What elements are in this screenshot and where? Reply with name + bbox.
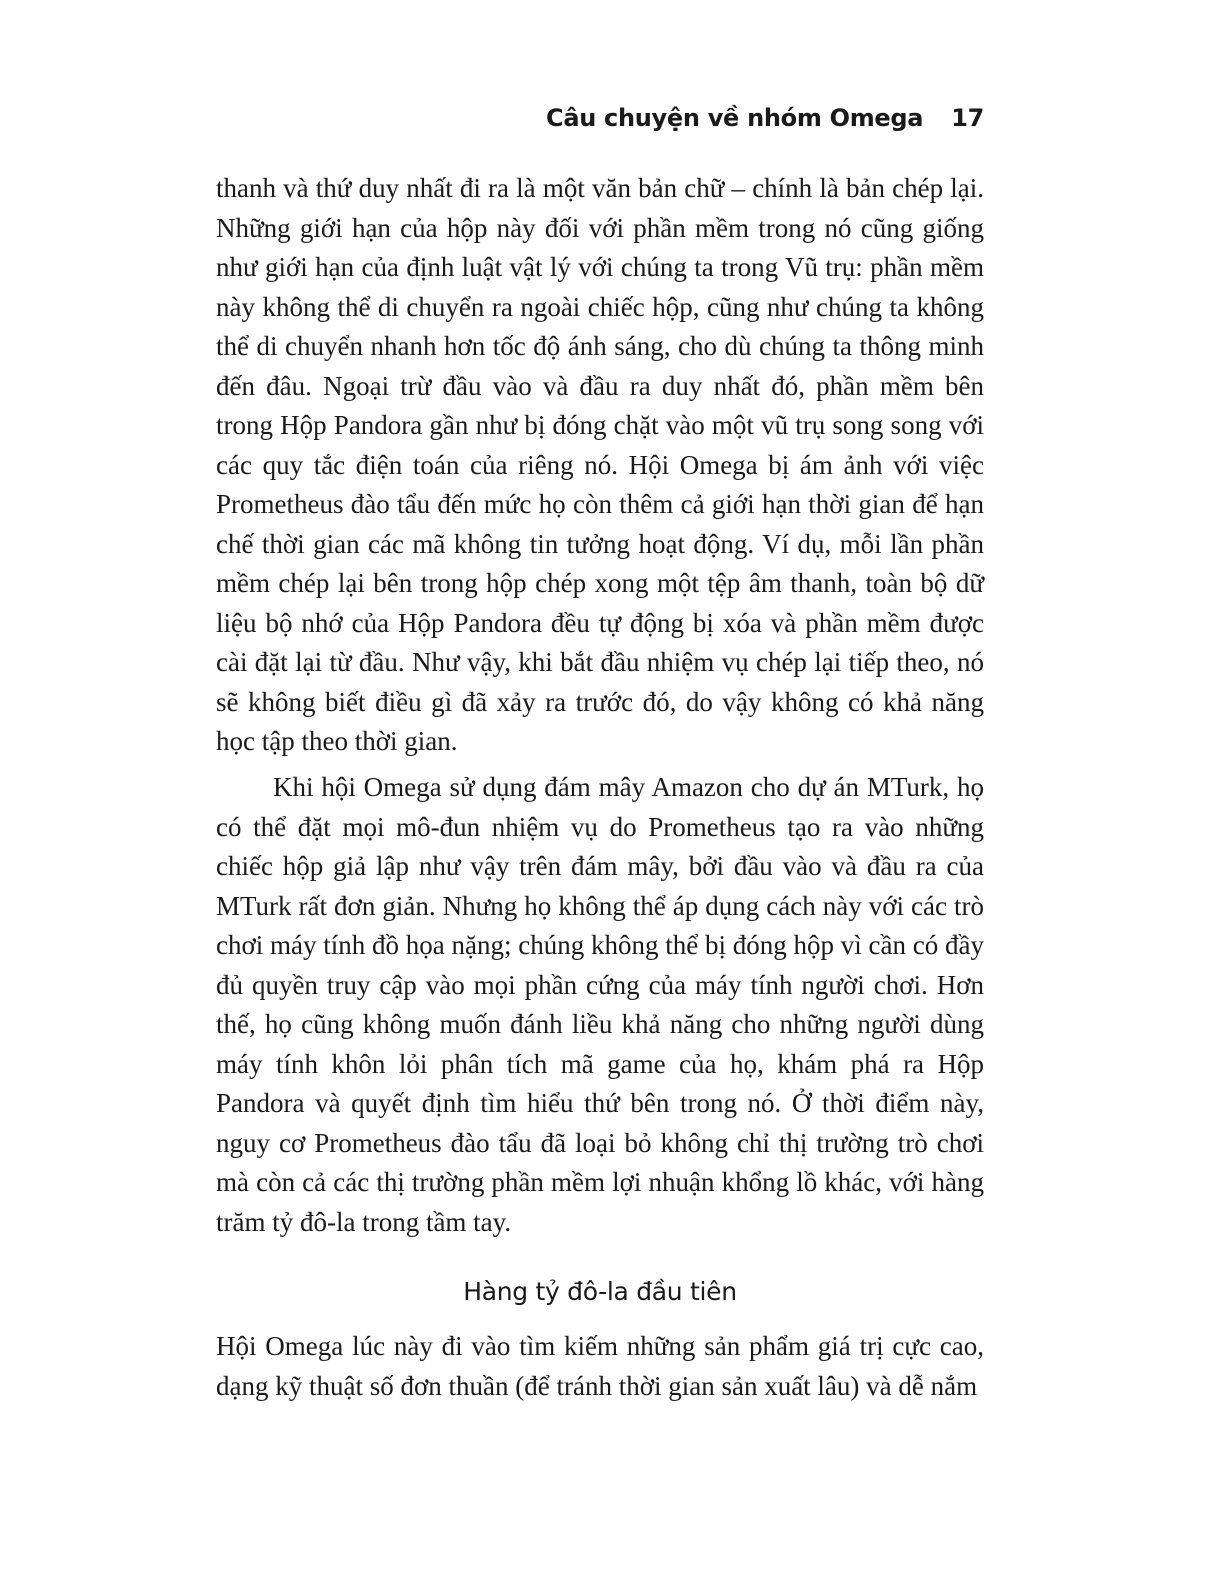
body-paragraph-2 <box>216 768 984 1242</box>
page-number: 17 <box>951 104 984 132</box>
paragraph-text: thanh và thứ duy nhất đi ra là một văn bản chữ – chính là bản chép lại. Những giới hạn của hộp này đối với phần mềm trong nó cũng giống như giới hạn của định luật vật lý với chúng ta trong Vũ trụ: phần mềm này không thể di chuyển ra ngoài chiếc hộp, cũng như chúng ta không thể di chuyển nhanh hơn tốc độ ánh sáng, cho dù chúng ta thông minh đến đâu. Ngoại trừ đầu vào và đầu ra duy nhất đó, phần mềm bên trong Hộp Pandora gần như bị đóng chặt vào một vũ trụ song song với các quy tắc điện toán của riêng nó. Hội Omega bị ám ảnh với việc Prometheus đào tẩu đến mức họ còn thêm cả giới hạn thời gian để hạn chế thời gian các mã không tin tưởng hoạt động. Ví dụ, mỗi lần phần mềm chép lại bên trong hộp chép xong một tệp âm thanh, toàn bộ dữ liệu bộ nhớ của Hộp Pandora đều tự động bị xóa và phần mềm được cài đặt lại từ đầu. Như vậy, khi bắt đầu nhiệm vụ chép lại tiếp theo, nó sẽ không biết điều gì đã xảy ra trước đó, do vậy không có khả năng học tập theo thời gian. <box>216 173 984 756</box>
body-paragraph-3 <box>216 1327 984 1406</box>
section-heading: Hàng tỷ đô-la đầu tiên <box>463 1277 737 1306</box>
chapter-title: Câu chuyện về nhóm Omega <box>546 104 924 132</box>
running-header <box>546 98 984 138</box>
paragraph-text: Hội Omega lúc này đi vào tìm kiếm những sản phẩm giá trị cực cao, dạng kỹ thuật số đơn thuần (để tránh thời gian sản xuất lâu) và dễ nắm <box>216 1331 984 1401</box>
paragraph-text: Khi hội Omega sử dụng đám mây Amazon cho dự án MTurk, họ có thể đặt mọi mô-đun nhiệm vụ do Prometheus tạo ra vào những chiếc hộp giả lập như vậy trên đám mây, bởi đầu vào và đầu ra của MTurk rất đơn giản. Nhưng họ không thể áp dụng cách này với các trò chơi máy tính đồ họa nặng; chúng không thể bị đóng hộp vì cần có đầy đủ quyền truy cập vào mọi phần cứng của máy tính người chơi. Hơn thế, họ cũng không muốn đánh liều khả năng cho những người dùng máy tính khôn lỏi phân tích mã game của họ, khám phá ra Hộp Pandora và quyết định tìm hiểu thứ bên trong nó. Ở thời điểm này, nguy cơ Prometheus đào tẩu đã loại bỏ không chỉ thị trường trò chơi mà còn cả các thị trường phần mềm lợi nhuận khổng lồ khác, với hàng trăm tỷ đô-la trong tầm tay. <box>216 772 984 1237</box>
body-paragraph-1 <box>216 169 984 762</box>
